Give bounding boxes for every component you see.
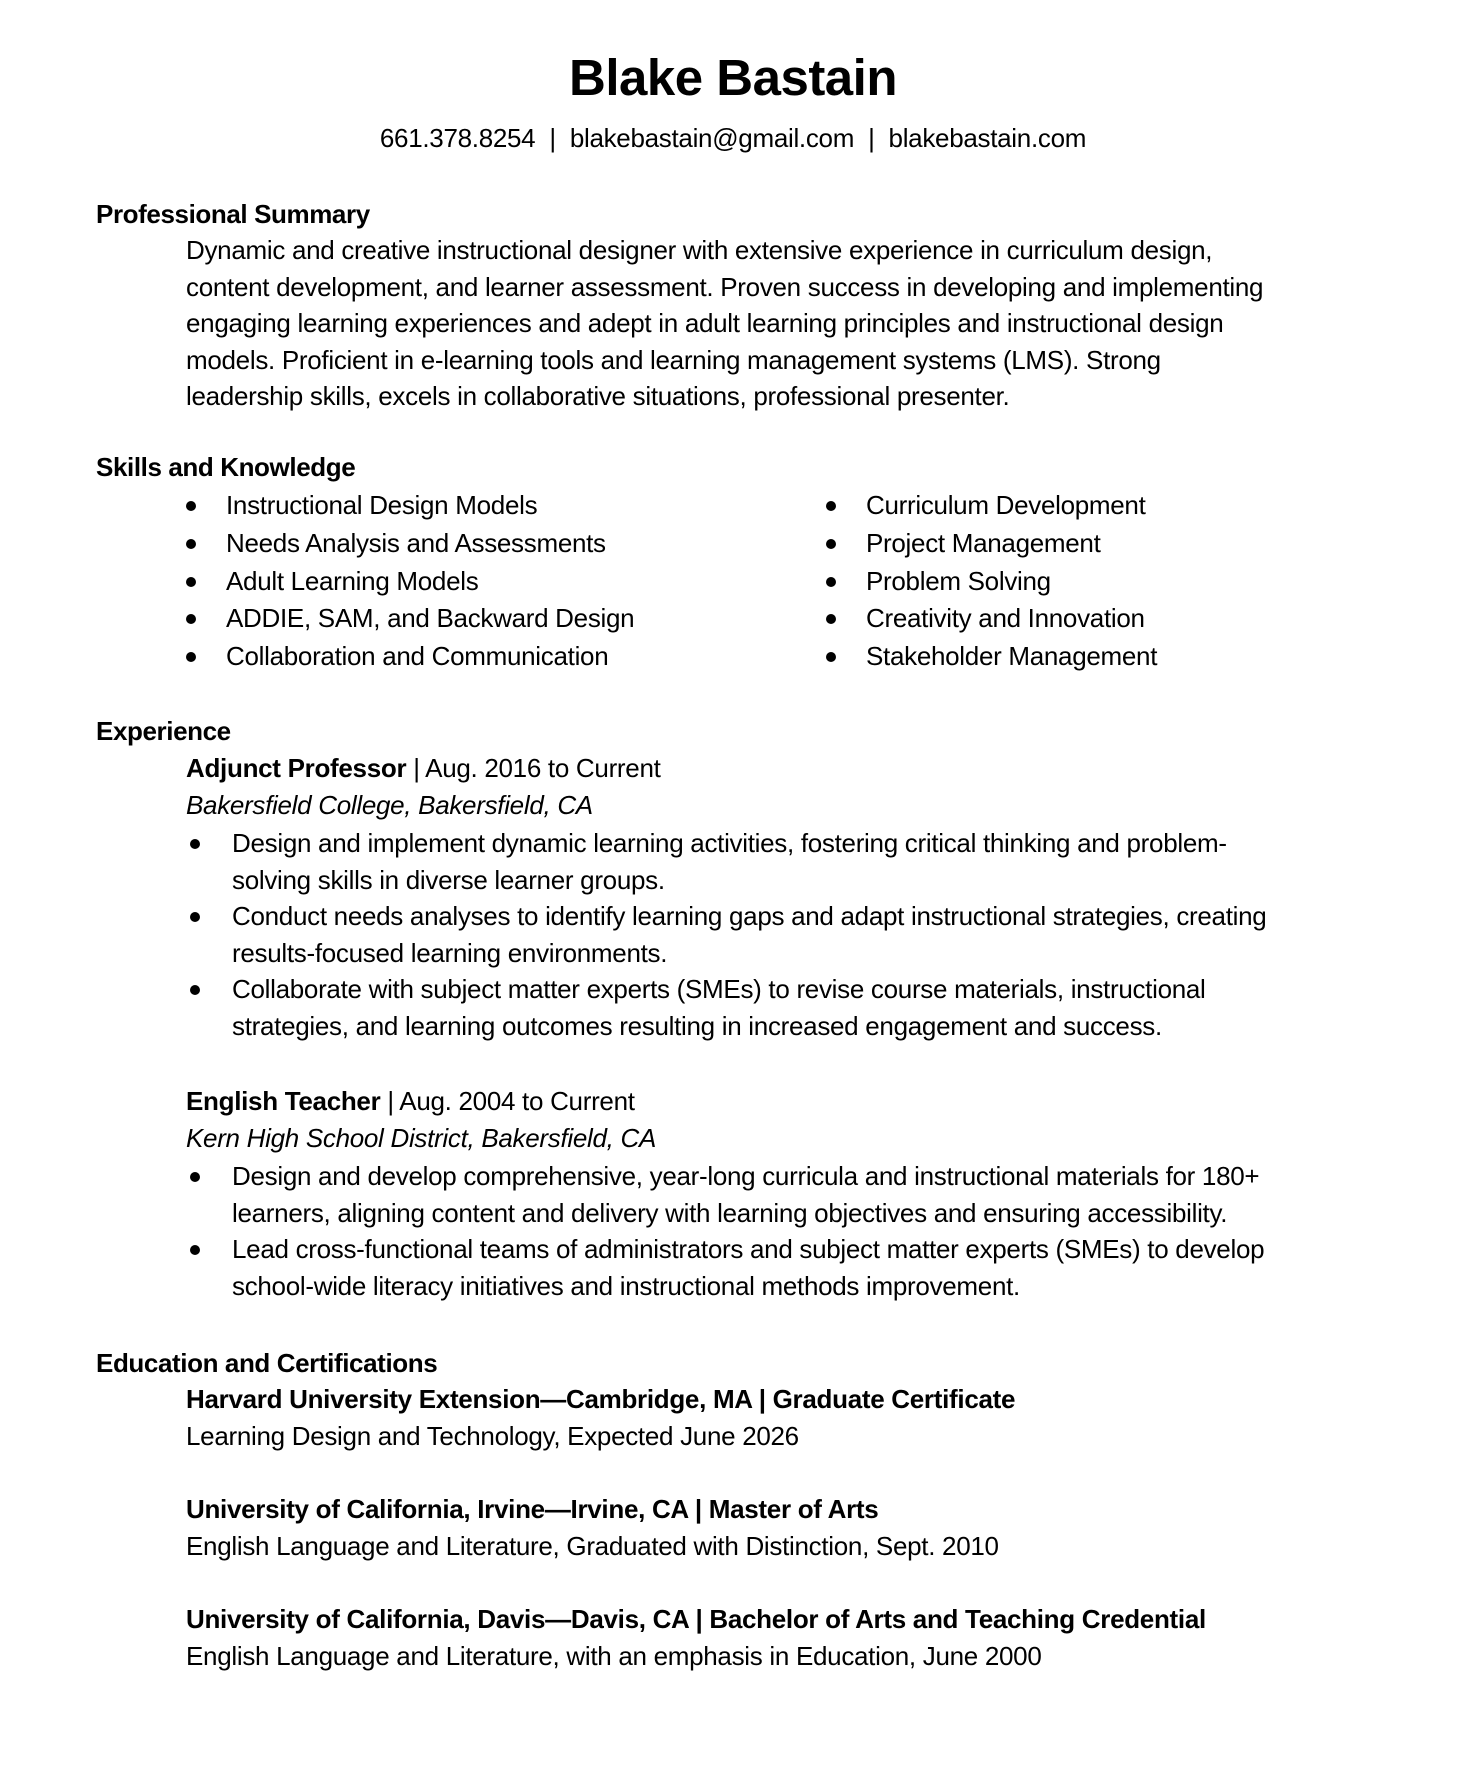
bullet-line: Design and implement dynamic learning activities, fostering critical thinking and problem-: [232, 828, 1227, 858]
job-title-line: [186, 750, 661, 787]
skill-label: Needs Analysis and Assessments: [226, 527, 606, 558]
job-bullets: [186, 825, 1386, 1045]
bullet-icon: [190, 985, 200, 995]
job-title: English Teacher: [186, 1086, 381, 1116]
job-organization: Bakersfield College, Bakersfield, CA: [186, 789, 593, 820]
job-organization: Kern High School District, Bakersfield, CA: [186, 1122, 657, 1153]
skill-item: [826, 525, 1157, 563]
skill-label: Stakeholder Management: [866, 641, 1158, 672]
skill-label: Project Management: [866, 527, 1101, 558]
skills-list-left: [186, 487, 634, 676]
job-bullets: [186, 1158, 1386, 1304]
bullet-icon: [186, 614, 196, 624]
email-address: blakebastain@gmail.com: [569, 123, 855, 153]
phone-number: 661.378.8254: [379, 123, 536, 153]
bullet-line: Lead cross-functional teams of administrators and subject matter experts (SMEs) to develop: [232, 1234, 1265, 1265]
summary-line: models. Proficient in e-learning tools and learning management systems (LMS). Strong: [186, 344, 1161, 375]
skill-label: Problem Solving: [866, 565, 1051, 596]
education-title: University of California, Irvine—Irvine, CA | Master of Arts: [186, 1494, 879, 1524]
summary-line: content development, and learner assessment. Proven success in developing and implementing: [186, 271, 1264, 302]
skill-label: Instructional Design Models: [226, 490, 538, 520]
bullet-icon: [190, 1172, 200, 1182]
education-detail: English Language and Literature, with an emphasis in Education, June 2000: [186, 1640, 1042, 1671]
skill-item: [826, 487, 1157, 525]
summary-line: engaging learning experiences and adept in adult learning principles and instructional design: [186, 308, 1224, 339]
job-header: [186, 1083, 656, 1156]
bullet-icon: [186, 577, 196, 587]
skill-label: Collaboration and Communication: [226, 641, 609, 672]
summary-line: leadership skills, excels in collaborative situations, professional presenter.: [186, 381, 1010, 412]
bullet-icon: [186, 652, 196, 662]
skill-item: [186, 487, 634, 525]
skill-item: [826, 638, 1157, 676]
skill-item: [186, 638, 634, 676]
section-heading-skills: Skills and Knowledge: [96, 452, 356, 482]
job-title-line: [186, 1083, 656, 1120]
job-title: Adjunct Professor: [186, 753, 407, 783]
contact-line: [0, 120, 1466, 156]
bullet-line: school-wide literacy initiatives and instructional methods improvement.: [232, 1270, 1020, 1301]
bullet-line: Conduct needs analyses to identify learning gaps and adapt instructional strategies, creating: [232, 901, 1267, 932]
job-bullet: [186, 898, 1386, 971]
section-heading-summary: Professional Summary: [96, 199, 370, 229]
skill-item: [826, 600, 1157, 638]
bullet-line: strategies, and learning outcomes resulting in increased engagement and success.: [232, 1010, 1162, 1041]
candidate-name: Blake Bastain: [569, 49, 897, 106]
bullet-line: Collaborate with subject matter experts (SMEs) to revise course materials, instructional: [232, 974, 1206, 1005]
bullet-icon: [826, 501, 836, 511]
skill-label: Adult Learning Models: [226, 565, 479, 596]
job-bullet: [186, 1231, 1386, 1304]
education-entry: [186, 1601, 1206, 1674]
bullet-icon: [190, 912, 200, 922]
job-header: [186, 750, 661, 823]
education-entry: [186, 1491, 999, 1564]
skill-label: ADDIE, SAM, and Backward Design: [226, 603, 635, 634]
job-bullet: [186, 971, 1386, 1044]
website: blakebastain.com: [888, 123, 1087, 153]
separator: |: [549, 123, 556, 153]
skill-label: Creativity and Innovation: [866, 603, 1145, 634]
summary-line: Dynamic and creative instructional designer with extensive experience in curriculum design,: [186, 235, 1213, 265]
skill-label: Curriculum Development: [866, 490, 1146, 520]
education-title: Harvard University Extension—Cambridge, MA | Graduate Certificate: [186, 1384, 1016, 1414]
education-detail: English Language and Literature, Graduated with Distinction, Sept. 2010: [186, 1530, 999, 1561]
bullet-line: solving skills in diverse learner groups.: [232, 864, 665, 895]
skill-item: [186, 600, 634, 638]
education-title: University of California, Davis—Davis, CA | Bachelor of Arts and Teaching Credential: [186, 1604, 1206, 1634]
section-heading-experience: Experience: [96, 716, 231, 746]
education-detail: Learning Design and Technology, Expected June 2026: [186, 1420, 799, 1451]
bullet-line: learners, aligning content and delivery with learning objectives and ensuring accessibility.: [232, 1197, 1228, 1228]
bullet-icon: [186, 539, 196, 549]
section-heading-education: Education and Certifications: [96, 1348, 438, 1378]
bullet-icon: [826, 577, 836, 587]
bullet-icon: [190, 1245, 200, 1255]
skills-list-right: [826, 487, 1157, 676]
bullet-line: Design and develop comprehensive, year-long curricula and instructional materials for 180+: [232, 1161, 1260, 1191]
job-dates: | Aug. 2004 to Current: [380, 1086, 635, 1116]
job-bullet: [186, 825, 1386, 898]
bullet-icon: [826, 652, 836, 662]
bullet-icon: [190, 839, 200, 849]
bullet-icon: [826, 539, 836, 549]
skill-item: [186, 563, 634, 601]
separator: |: [868, 123, 875, 153]
job-dates: | Aug. 2016 to Current: [406, 753, 661, 783]
education-entry: [186, 1381, 1015, 1454]
bullet-line: results-focused learning environments.: [232, 937, 668, 968]
bullet-icon: [186, 501, 196, 511]
job-bullet: [186, 1158, 1386, 1231]
skill-item: [186, 525, 634, 563]
summary-paragraph: [186, 232, 1366, 415]
skill-item: [826, 563, 1157, 601]
bullet-icon: [826, 614, 836, 624]
